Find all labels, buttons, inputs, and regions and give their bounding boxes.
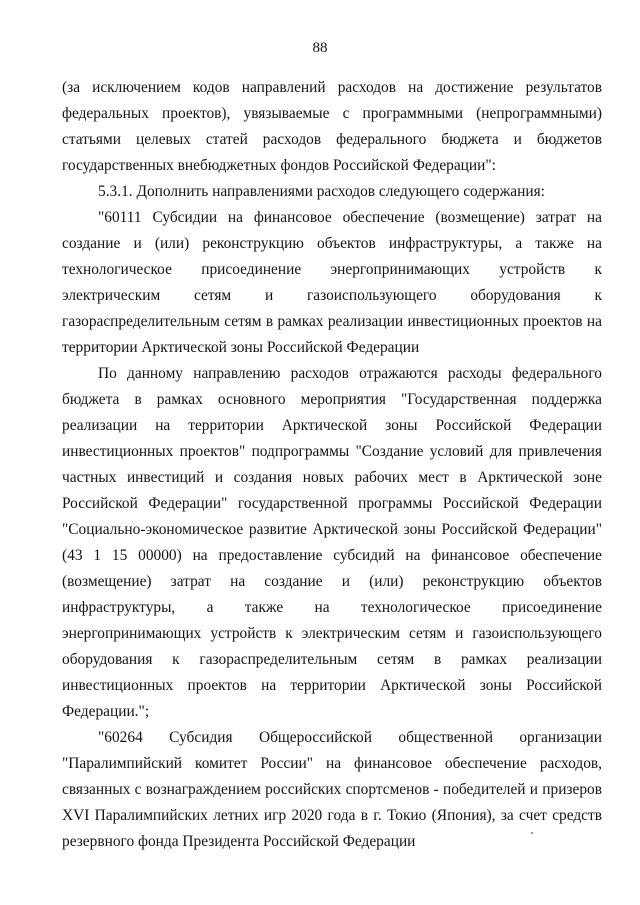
paragraph-clause-5-3-1: 5.3.1. Дополнить направлениями расходов следующего содержания: (98, 183, 545, 200)
paragraph-code-60264: "60264 Субсидия Общероссийской общественной организации "Паралимпийский комитет России" на финансовое обеспечение расходов, связанных с вознаграждением российских спортсменов - победителей и призеров XVI Паралимпийских летних игр 2020 года в г. Токио (Япония), за счет средств резервного фонда Президента Российской Федерации (62, 729, 602, 850)
page-number: 88 (312, 40, 328, 56)
scan-speck (531, 832, 533, 834)
paragraph-intro-continuation: (за исключением кодов направлений расходов на достижение результатов федеральных проектов), увязываемые с программными (непрограммными) статьями целевых статей расходов федерального бюджета и бюджетов государственных внебюджетных фондов Российской Федерации": (62, 79, 602, 174)
document-body (62, 75, 602, 855)
paragraph-code-60111-description: По данному направлению расходов отражаются расходы федерального бюджета в рамках основного мероприятия "Государственная поддержка реализации на территории Арктической зоны Российской Федерации инвестиционных проектов" подпрограммы "Создание условий для привлечения частных инвестиций и создания новых рабочих мест в Арктической зоне Российской Федерации" государственной программы Российской Федерации "Социально-экономическое развитие Арктической зоны Российской Федерации" (43 1 15 00000) на предоставление субсидий на финансовое обеспечение (возмещение) затрат на создание и (или) реконструкцию объектов инфраструктуры, а также на технологическое присоединение энергопринимающих устройств к электрическим сетям и газоиспользующего оборудования к газораспределительным сетям в рамках реализации инвестиционных проектов на территории Арктической зоны Российской Федерации."; (62, 365, 602, 720)
paragraph-code-60111: "60111 Субсидии на финансовое обеспечение (возмещение) затрат на создание и (или) реконструкцию объектов инфраструктуры, а также на технологическое присоединение энергопринимающих устройств к электрическим сетям и газоиспользующего оборудования к газораспределительным сетям в рамках реализации инвестиционных проектов на территории Арктической зоны Российской Федерации (62, 209, 602, 356)
